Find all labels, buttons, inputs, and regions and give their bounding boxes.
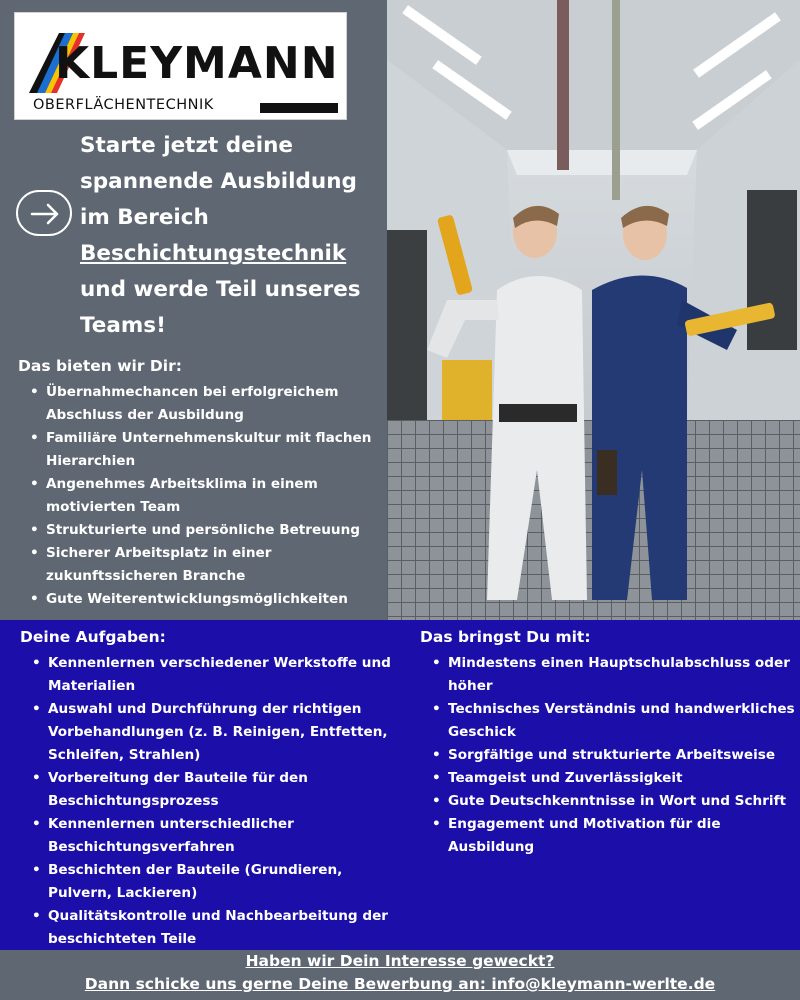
list-item: • Übernahmechancen bei erfolgreichem Abschluss der Ausbildung [30,381,380,427]
list-item: • Engagement und Motivation für die Ausbildung [432,813,797,859]
list-item: • Technisches Verständnis und handwerkliches Geschick [432,698,797,744]
headline-line: Starte jetzt deine [80,133,293,158]
logo-bar [260,103,338,113]
list-item: • Mindestens einen Hauptschulabschluss oder höher [432,652,797,698]
footer [0,950,800,1000]
tasks-list [32,652,392,951]
headline-line: und werde Teil unseres [80,277,361,302]
list-item: • Auswahl und Durchführung der richtigen Vorbehandlungen (z. B. Reinigen, Entfetten, Schleifen, Strahlen) [32,698,392,767]
tasks-title: Deine Aufgaben: [20,628,166,646]
footer-contact-link[interactable]: Dann schicke uns gerne Deine Bewerbung an: info@kleymann-werlte.de [84,975,716,993]
benefits-title: Das bieten wir Dir: [18,357,182,375]
list-item: • Gute Deutschkenntnisse in Wort und Schrift [432,790,797,813]
headline-line: spannende Ausbildung [80,169,357,194]
requirements-list [432,652,797,859]
headline-line: im Bereich [80,205,209,230]
list-item: • Sorgfältige und strukturierte Arbeitsweise [432,744,797,767]
headline-line: Teams! [80,313,166,338]
logo-subtitle: OBERFLÄCHENTECHNIK [33,97,214,113]
arrow-right-glyph [29,201,61,227]
photo-illustration [387,0,800,620]
list-item: • Gute Weiterentwicklungsmöglichkeiten [30,588,380,611]
company-logo [14,12,347,120]
list-item: • Teamgeist und Zuverlässigkeit [432,767,797,790]
arrow-right-icon [16,190,72,236]
list-item: • Familiäre Unternehmenskultur mit flachen Hierarchien [30,427,380,473]
details-panel [0,620,800,950]
list-item: • Kennenlernen unterschiedlicher Beschichtungsverfahren [32,813,392,859]
list-item: • Qualitätskontrolle und Nachbearbeitung der beschichteten Teile [32,905,392,951]
headline-keyword: Beschichtungstechnik [80,241,347,266]
apprentices-photo [387,0,800,620]
list-item: • Kennenlernen verschiedener Werkstoffe und Materialien [32,652,392,698]
benefits-list [30,381,380,611]
list-item: • Strukturierte und persönliche Betreuung [30,519,380,542]
list-item: • Beschichten der Bauteile (Grundieren, Pulvern, Lackieren) [32,859,392,905]
list-item: • Sicherer Arbeitsplatz in einer zukunftssicheren Branche [30,542,380,588]
headline [80,128,385,344]
footer-question: Haben wir Dein Interesse geweckt? [245,952,555,970]
list-item: • Angenehmes Arbeitsklima in einem motivierten Team [30,473,380,519]
logo-brand: KLEYMANN [55,38,339,89]
requirements-title: Das bringst Du mit: [420,628,591,646]
list-item: • Vorbereitung der Bauteile für den Beschichtungsprozess [32,767,392,813]
